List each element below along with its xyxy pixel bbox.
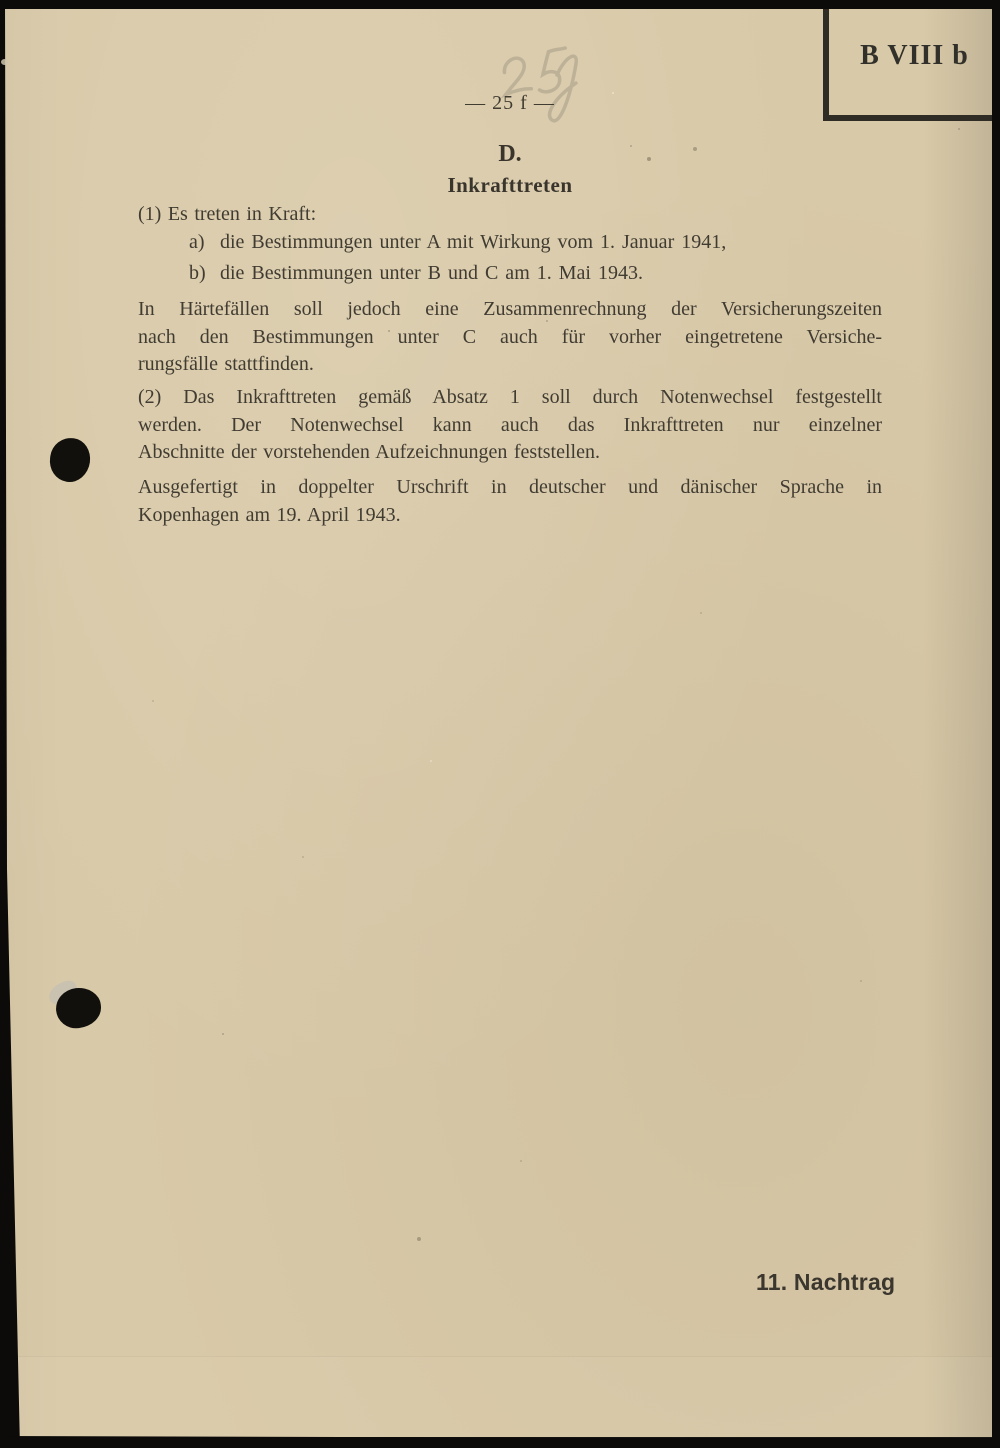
paragraph-line: In Härtefällen soll jedoch eine Zusammenrechnung der Versicherungszeiten	[138, 298, 882, 320]
paragraph-line: werden. Der Notenwechsel kann auch das Inkrafttreten nur einzelner	[138, 413, 882, 436]
paragraph-line: (2) Das Inkrafttreten gemäß Absatz 1 soll durch Notenwechsel festgestellt	[138, 386, 882, 408]
hardship-paragraph	[138, 296, 882, 379]
paragraph-line: Abschnitte der vorstehenden Aufzeichnungen feststellen.	[138, 441, 600, 463]
supplement-note: 11. Nachtrag	[756, 1269, 896, 1295]
execution-paragraph	[138, 474, 882, 529]
list-item-b	[189, 262, 643, 285]
paragraph-line: Ausgefertigt in doppelter Urschrift in deutscher und dänischer Sprache in	[138, 476, 882, 498]
paragraph-line: Kopenhagen am 19. April 1943.	[138, 503, 401, 526]
paragraph-line: rungsfälle stattfinden.	[138, 353, 314, 375]
list-text-a: die Bestimmungen unter A mit Wirkung vom 1. Januar 1941,	[220, 231, 727, 253]
list-item-a	[189, 231, 726, 254]
clause-1-intro: (1) Es treten in Kraft:	[138, 203, 317, 225]
clause-2-paragraph	[138, 384, 882, 467]
list-marker-a: a)	[189, 231, 205, 253]
list-marker-b: b)	[189, 262, 206, 284]
scan-edge-speck	[1, 59, 8, 65]
section-letter: D.	[498, 141, 522, 167]
classification-label: B VIII b	[860, 39, 969, 71]
paragraph-line: nach den Bestimmungen unter C auch für vorher eingetretene Versiche-	[138, 325, 882, 348]
classification-box	[823, 0, 1000, 121]
page-number: — 25 f —	[465, 92, 555, 114]
scan-edge-top	[0, 0, 1000, 9]
scan-edge-right	[992, 0, 1000, 1448]
section-title: Inkrafttreten	[447, 173, 573, 197]
list-text-b: die Bestimmungen unter B und C am 1. Mai 1943.	[220, 262, 643, 284]
